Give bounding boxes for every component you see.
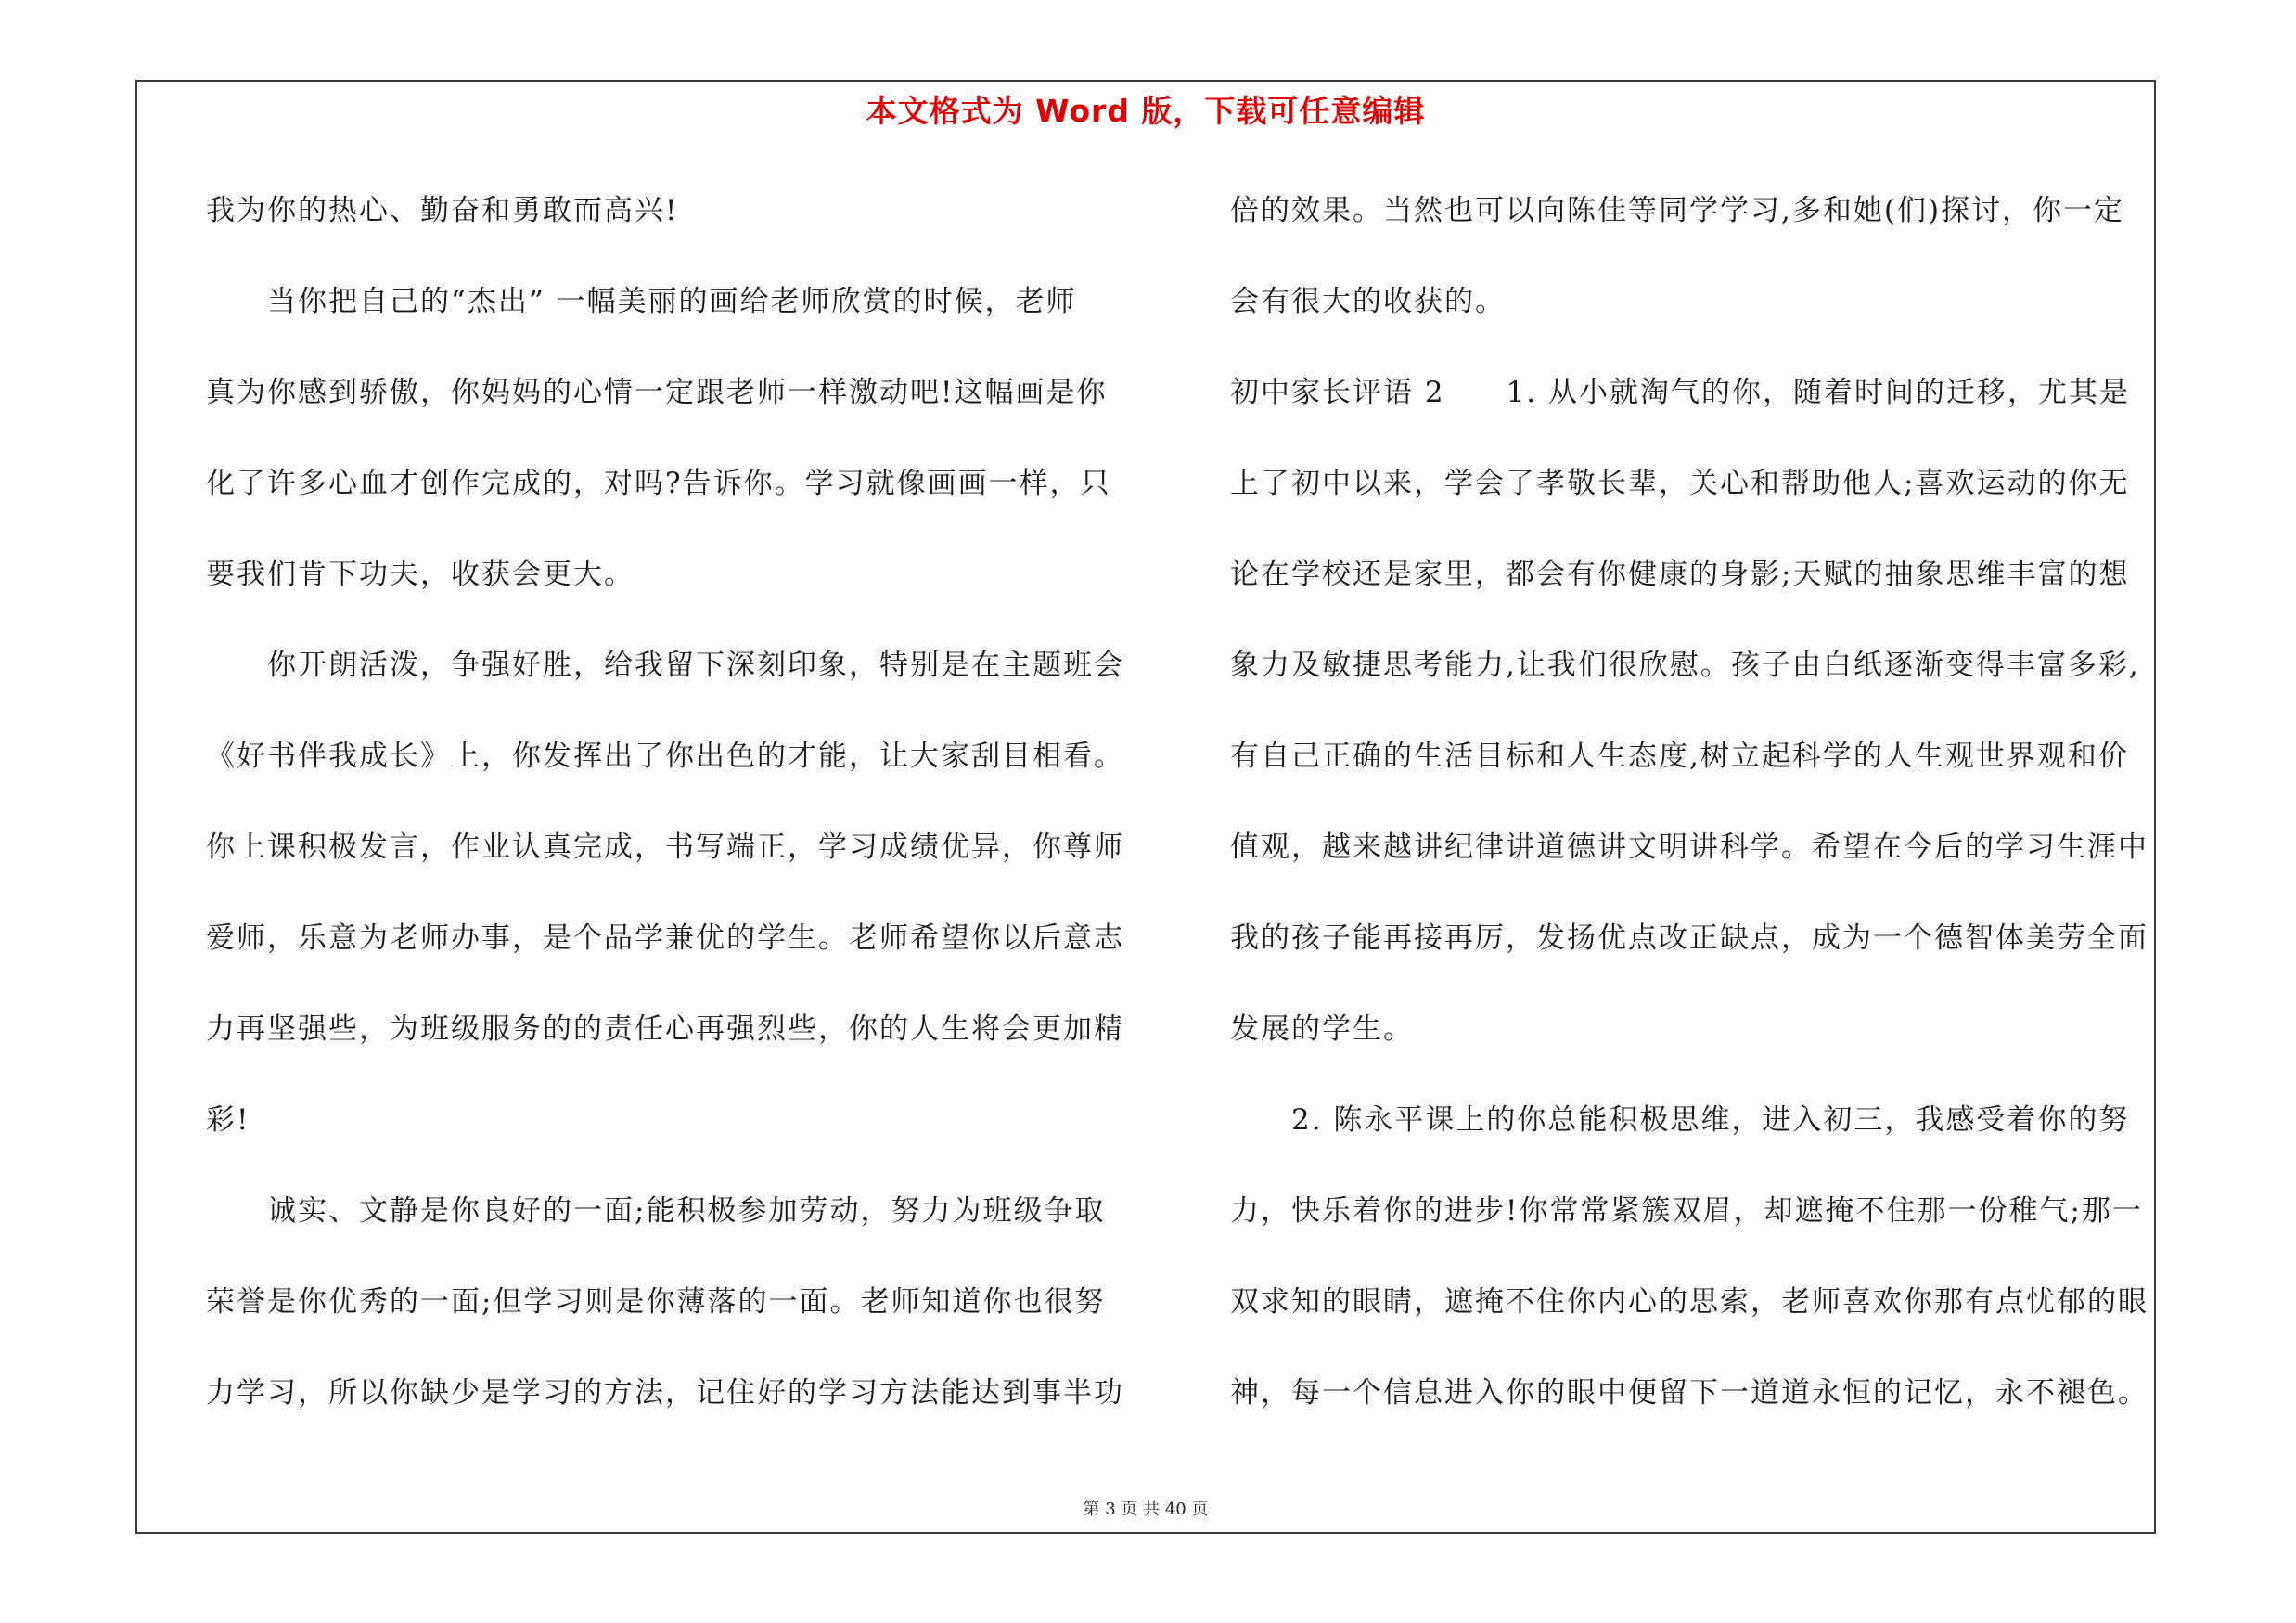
text-line: 神，每一个信息进入你的眼中便留下一道道永恒的记忆，永不褪色。 <box>1230 1376 2148 1410</box>
text-line: 力，快乐着你的进步!你常常紧簇双眉，却遮掩不住那一份稚气;那一 <box>1230 1194 2143 1228</box>
text-line: 会有很大的收获的。 <box>1230 285 1506 318</box>
text-line: 上了初中以来，学会了孝敬长辈，关心和帮助他人;喜欢运动的你无 <box>1230 467 2130 500</box>
document-header-title: 本文格式为 Word 版，下载可任意编辑 <box>866 93 1426 129</box>
text-line: 力学习，所以你缺少是学习的方法，记住好的学习方法能达到事半功 <box>206 1376 1124 1410</box>
text-line: 2. 陈永平课上的你总能积极思维，进入初三，我感受着你的努 <box>1291 1103 2130 1137</box>
text-line: 你上课积极发言，作业认真完成，书写端正，学习成绩优异，你尊师 <box>206 831 1124 864</box>
text-line: 化了许多心血才创作完成的，对吗?告诉你。学习就像画画一样，只 <box>206 467 1111 500</box>
text-line: 我为你的热心、勤奋和勇敢而高兴! <box>206 194 679 227</box>
text-line: 《好书伴我成长》上，你发挥出了你出色的才能，让大家刮目相看。 <box>206 740 1124 773</box>
text-line: 当你把自己的“杰出” 一幅美丽的画给老师欣赏的时候，老师 <box>267 285 1077 318</box>
text-line: 发展的学生。 <box>1230 1012 1414 1046</box>
text-line: 诚实、文静是你良好的一面;能积极参加劳动，努力为班级争取 <box>267 1194 1106 1228</box>
text-line: 值观，越来越讲纪律讲道德讲文明讲科学。希望在今后的学习生涯中 <box>1230 831 2148 864</box>
right-text-column <box>1230 182 2195 1455</box>
text-line: 双求知的眼睛，遮掩不住你内心的思索，老师喜欢你那有点忧郁的眼 <box>1230 1285 2148 1319</box>
text-line: 彩! <box>206 1103 250 1137</box>
text-line: 真为你感到骄傲，你妈妈的心情一定跟老师一样激动吧!这幅画是你 <box>206 376 1108 409</box>
left-text-column <box>206 182 1171 1455</box>
text-line: 论在学校还是家里，都会有你健康的身影;天赋的抽象思维丰富的想 <box>1230 558 2130 591</box>
text-line: 象力及敏捷思考能力,让我们很欣慰。孩子由白纸逐渐变得丰富多彩, <box>1230 649 2140 682</box>
text-line: 我的孩子能再接再厉，发扬优点改正缺点，成为一个德智体美劳全面 <box>1230 921 2148 955</box>
text-line: 要我们肯下功夫，收获会更大。 <box>206 558 635 591</box>
text-line: 爱师，乐意为老师办事，是个品学兼优的学生。老师希望你以后意志 <box>206 921 1124 955</box>
text-line: 你开朗活泼，争强好胜，给我留下深刻印象，特别是在主题班会 <box>267 649 1124 682</box>
text-line: 有自己正确的生活目标和人生态度,树立起科学的人生观世界观和价 <box>1230 740 2129 773</box>
page-number-footer: 第 3 页 共 40 页 <box>1083 1500 1209 1519</box>
text-line: 倍的效果。当然也可以向陈佳等同学学习,多和她(们)探讨，你一定 <box>1230 194 2125 227</box>
text-line: 荣誉是你优秀的一面;但学习则是你薄落的一面。老师知道你也很努 <box>206 1285 1106 1319</box>
text-line: 初中家长评语 2 1. 从小就淘气的你，随着时间的迁移，尤其是 <box>1230 376 2131 409</box>
text-line: 力再坚强些，为班级服务的的责任心再强烈些，你的人生将会更加精 <box>206 1012 1124 1046</box>
